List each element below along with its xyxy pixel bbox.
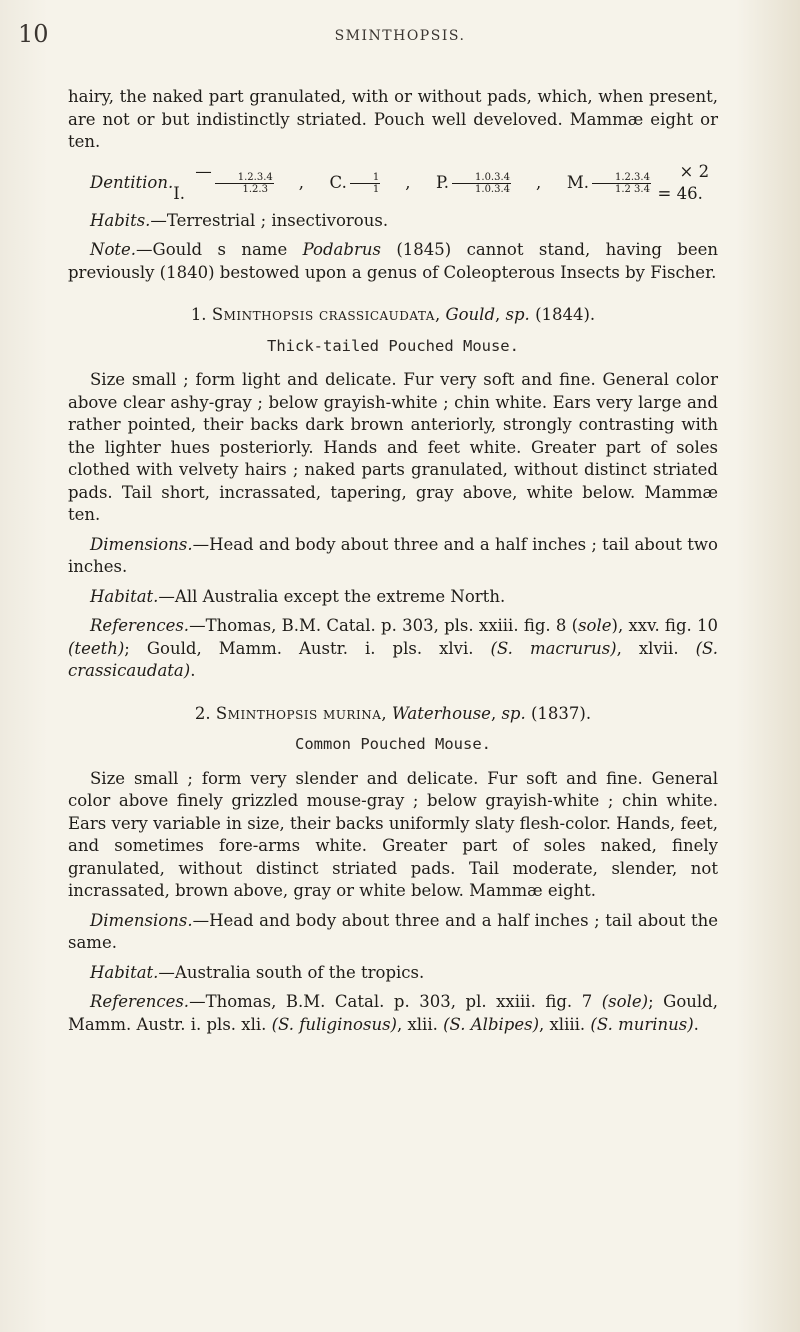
molar-lower: 1.2 3.4 — [614, 183, 650, 195]
note-text: (1845) cannot stand, having been previously (1840) bestowed upon a genus of Coleopterous Insects by Fischer. — [68, 240, 718, 282]
note-dash: —Gould s name — [136, 240, 303, 259]
description-1: Size small ; form light and delicate. Fur very soft and fine. General color above clear ashy-gray ; below grayish-white ; chin white. Ears very large and rather pointed, their backs dark brown anteriorly, strongly contrasting with the lighter hues posteriorly. Hands and feet white. Greater part of soles clothed with velvety hairs ; naked parts granulated, without distinct striated pads. Tail short, incrassated, tapering, gray above, white below. Mammæ ten. — [68, 370, 718, 524]
ref-text: ), xxv. fig. 10 — [611, 616, 718, 635]
species-author: Gould — [445, 305, 496, 324]
incisor-lower: 1.2.3 — [242, 183, 268, 195]
premolar-lower: 1.0.3.4 — [475, 183, 511, 195]
ref-italic: (S. macrurus) — [490, 638, 617, 658]
species-number: 2. — [194, 703, 211, 723]
ref-text: ; Gould, Mamm. Austr. i. pls. xli. — [68, 992, 718, 1034]
ref-italic: (S. Albipes) — [443, 1014, 540, 1034]
references-2 — [68, 991, 718, 1036]
running-head: SMINTHOPSIS. — [334, 28, 466, 44]
dimensions-1 — [68, 534, 718, 579]
species-year: (1837). — [530, 703, 592, 723]
habitat-label: Habitat. — [90, 586, 159, 606]
common-name-1: Thick-tailed Pouched Mouse. — [267, 336, 519, 355]
dentition-molar-prefix: M. — [566, 172, 589, 192]
note-paragraph — [68, 239, 718, 284]
species-sp: sp. — [501, 703, 526, 723]
species-year: (1844). — [535, 305, 596, 324]
molar-fraction — [592, 172, 651, 195]
incisor-sep: , — [298, 172, 304, 192]
habits-label: Habits. — [90, 210, 151, 230]
dimensions-label: Dimensions. — [90, 534, 193, 554]
page-number: 10 — [18, 20, 49, 48]
species-epithet: murina — [323, 703, 382, 723]
ref-text: , xlii. — [396, 1014, 444, 1034]
ref-italic: (sole) — [601, 992, 649, 1011]
description-2: Size small ; form very slender and delicate. Fur soft and fine. General color above finely grizzled mouse-gray ; below grayish-white ; chin white. Ears very variable in size, their backs uniformly slaty flesh-color. Hands, feet, and sometimes fore-arms white. Greater part of soles naked, finely granulated, without distinct striated pads. Tail moderate, slender, not incrassated, brown above, gray or white below. Mammæ eight. — [68, 768, 718, 900]
dentition-label: Dentition. — [90, 172, 174, 192]
species-heading-1: 1. Sminthopsis crassicaudata, Gould, sp. (1844). — [190, 305, 596, 324]
dentition-premolar-prefix: P. — [436, 172, 450, 192]
premolar-fraction — [452, 172, 511, 195]
canine-upper: 1 — [350, 172, 380, 184]
ref-text: —Thomas, B.M. Catal. p. 303, pls. xxiii. fig. 8 ( — [189, 616, 579, 635]
ref-text: . — [693, 1014, 699, 1034]
ref-italic: sole — [578, 616, 612, 635]
note-genus: Podabrus — [302, 240, 381, 259]
species-heading-2: 2. Sminthopsis murina, Waterhouse, sp. (1837). — [194, 703, 592, 723]
canine-fraction — [350, 172, 380, 195]
ref-italic: (S. crassicaudata) — [68, 638, 718, 680]
references-label: References. — [90, 616, 190, 635]
habitat-2 — [68, 962, 718, 985]
species-author: Waterhouse — [391, 703, 491, 723]
premolar-sep: , — [536, 172, 542, 192]
species-genus: Sminthopsis — [215, 703, 318, 723]
habitat-text: —All Australia except the extreme North. — [158, 586, 506, 606]
dentition-total: × 2 = 46. — [657, 161, 710, 203]
canine-sep: , — [405, 172, 411, 192]
ref-italic: (S. murinus) — [590, 1014, 694, 1034]
note-label: Note. — [90, 240, 137, 259]
premolar-upper: 1.0.3.4 — [452, 172, 511, 184]
intro-paragraph: hairy, the naked part granulated, with or without pads, which, when present, are not or but indistinctly striated. Pouch well develoved. Mammæ eight or ten. — [68, 87, 718, 151]
canine-lower: 1 — [372, 183, 380, 195]
species-genus: Sminthopsis — [211, 305, 314, 324]
habits-text: —Terrestrial ; insectivorous. — [150, 210, 389, 230]
species-number: 1. — [190, 305, 207, 324]
ref-italic: (teeth) — [68, 638, 125, 658]
species-epithet: crassicaudata — [318, 305, 435, 324]
habits-paragraph — [68, 210, 718, 233]
habitat-text: —Australia south of the tropics. — [158, 962, 425, 982]
references-1 — [68, 615, 718, 683]
ref-text: , xliii. — [539, 1014, 591, 1034]
page-body — [68, 86, 718, 1043]
dimensions-label: Dimensions. — [90, 910, 193, 930]
dentition-formula — [68, 161, 718, 206]
ref-italic: (S. fuliginosus) — [271, 1014, 397, 1034]
incisor-upper: 1.2.3.4 — [215, 172, 274, 184]
molar-upper: 1.2.3.4 — [592, 172, 651, 184]
ref-text: . — [190, 661, 196, 680]
dentition-canine-prefix: C. — [329, 172, 347, 192]
dimensions-text: —Head and body about three and a half inches ; tail about two inches. — [68, 534, 718, 576]
dimensions-text: —Head and body about three and a half inches ; tail about the same. — [68, 910, 718, 952]
incisor-fraction — [215, 172, 274, 195]
ref-text: —Thomas, B.M. Catal. p. 303, pl. xxiii. fig. 7 — [189, 992, 602, 1011]
page-header — [18, 20, 782, 50]
habitat-label: Habitat. — [90, 962, 159, 982]
references-label: References. — [90, 992, 190, 1011]
species-sp: sp. — [505, 305, 530, 324]
dimensions-2 — [68, 910, 718, 955]
dentition-incisor-prefix: —I. — [173, 161, 212, 203]
ref-text: ; Gould, Mamm. Austr. i. pls. xlvi. — [124, 638, 491, 658]
habitat-1 — [68, 586, 718, 609]
ref-text: , xlvii. — [616, 638, 696, 658]
common-name-2: Common Pouched Mouse. — [295, 735, 491, 753]
